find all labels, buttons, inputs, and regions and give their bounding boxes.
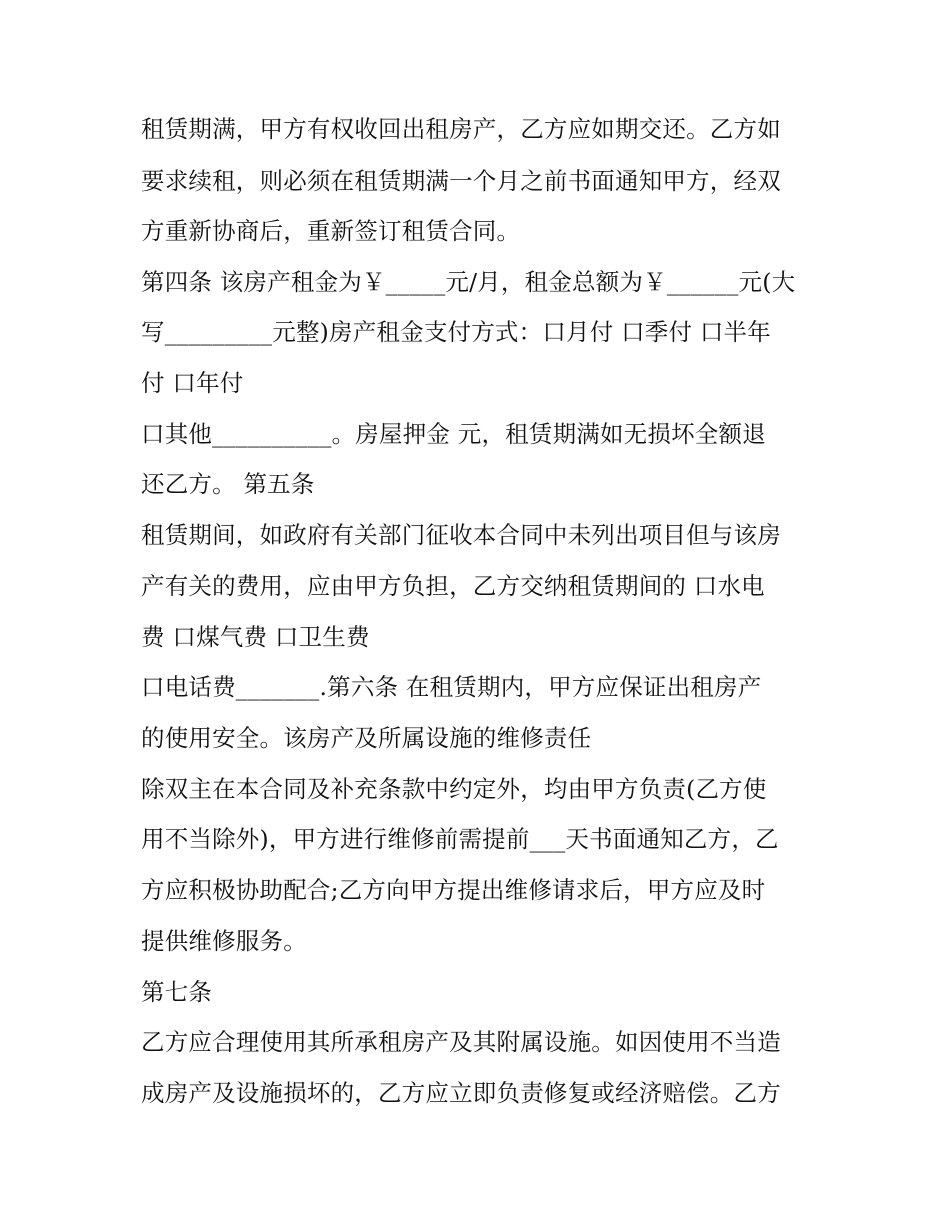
text-line-12: 口电话费_______.第六条 在租赁期内，甲方应保证出租房产 [141,673,762,701]
text-line-13: 的使用安全。该房产及所属设施的维修责任 [141,724,592,752]
text-line-17: 提供维修服务。 [141,927,307,955]
text-line-15: 用不当除外)，甲方进行维修前需提前___天书面通知乙方，乙 [141,825,779,853]
text-line-05: 写_________元整)房产租金支付方式：口月付 口季付 口半年 [141,318,771,346]
text-line-08: 还乙方。 第五条 [141,470,315,498]
text-line-18: 第七条 [141,978,213,1006]
text-line-11: 费 口煤气费 口卫生费 [141,623,370,651]
text-line-09: 租赁期间，如政府有关部门征收本合同中未列出项目但与该房 [141,521,781,549]
text-line-10: 产有关的费用，应由甲方负担，乙方交纳租赁期间的 口水电 [141,572,765,600]
text-line-03: 方重新协商后，重新签订租赁合同。 [141,217,521,245]
text-line-06: 付 口年付 [141,369,244,397]
text-line-01: 租赁期满，甲方有权收回出租房产，乙方应如期交还。乙方如 [141,115,781,143]
text-line-19: 乙方应合理使用其所承租房产及其附属设施。如因使用不当造 [141,1028,781,1056]
text-line-04: 第四条 该房产租金为￥_____元/月，租金总额为￥______元(大 [141,268,796,296]
text-line-02: 要求续租，则必须在租赁期满一个月之前书面通知甲方，经双 [141,167,781,195]
text-line-20: 成房产及设施损坏的，乙方应立即负责修复或经济赔偿。乙方 [141,1079,781,1107]
text-line-07: 口其他__________。房屋押金 元，租赁期满如无损坏全额退 [141,420,766,448]
text-line-16: 方应积极协助配合;乙方向甲方提出维修请求后，甲方应及时 [141,876,766,904]
text-line-14: 除双主在本合同及补充条款中约定外，均由甲方负责(乙方使 [141,775,767,803]
